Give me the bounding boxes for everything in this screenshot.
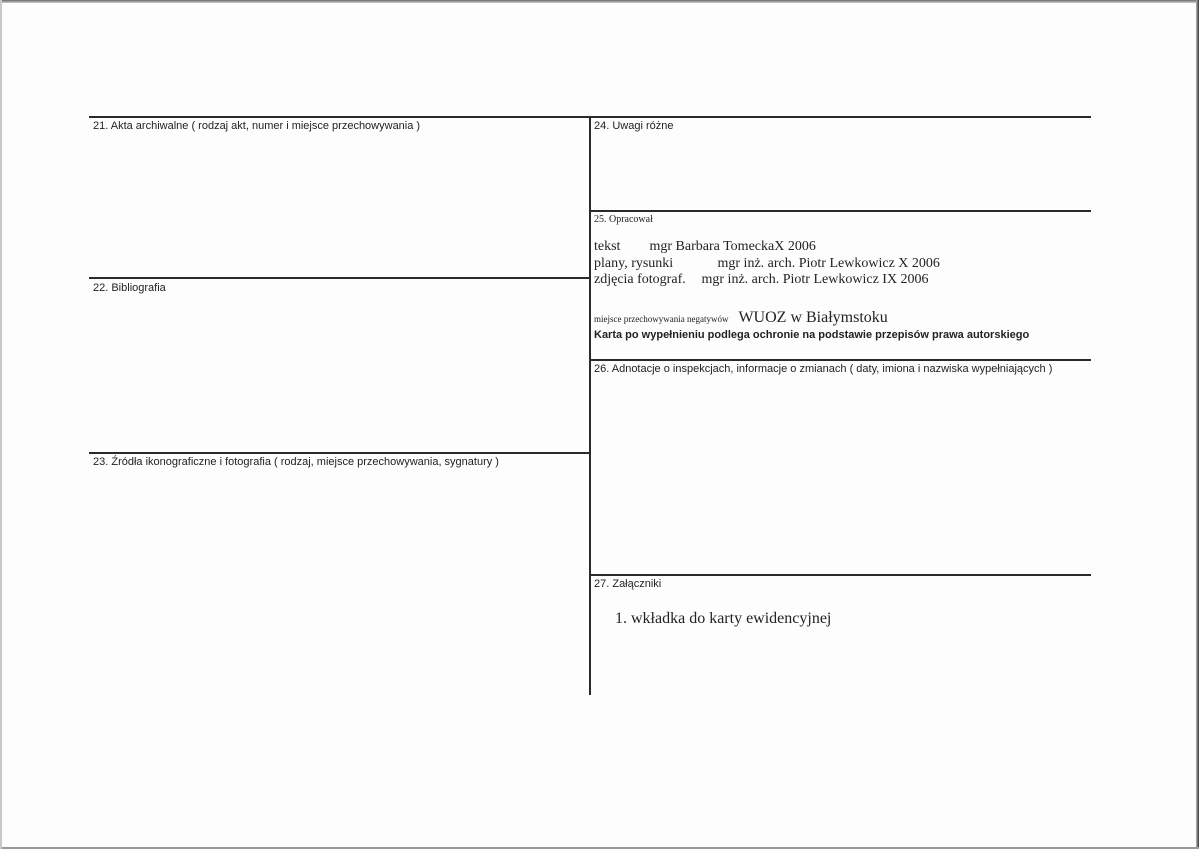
scan-edge-top (0, 0, 1199, 3)
credit-row-plans (594, 256, 940, 272)
line-section-21-top (89, 116, 591, 118)
copyright-note: Karta po wypełnieniu podlega ochronie na podstawie przepisów prawa autorskiego (594, 329, 1030, 341)
section-22-label: 22. Bibliografia (93, 282, 166, 294)
section-23-label: 23. Źródła ikonograficzne i fotografia ( rodzaj, miejsce przechowywania, sygnatury ) (93, 456, 499, 468)
credit-role: plany, rysunki (594, 256, 674, 271)
credit-role: tekst (594, 239, 621, 254)
line-section-26-top (589, 359, 1091, 361)
column-divider (589, 116, 591, 695)
section-25-label: 25. Opracował (594, 214, 653, 225)
negatives-storage-label: miejsce przechowywania negatywów (594, 314, 729, 324)
attachment-item: 1. wkładka do karty ewidencyjnej (615, 610, 832, 627)
line-section-23-top (89, 452, 591, 454)
line-section-27-top (589, 574, 1091, 576)
line-section-24-top (589, 116, 1091, 118)
credit-row-photos (594, 272, 929, 288)
credit-role: zdjęcia fotograf. (594, 272, 686, 287)
scan-edge-left (0, 0, 2, 849)
section-24-label: 24. Uwagi różne (594, 120, 674, 132)
negatives-storage (594, 309, 888, 327)
line-section-22-top (89, 277, 591, 279)
credit-row-text (594, 239, 816, 255)
credit-name: mgr inż. arch. Piotr Lewkowicz X 2006 (717, 256, 940, 271)
section-27-label: 27. Załączniki (594, 578, 662, 590)
section-26-label: 26. Adnotacje o inspekcjach, informacje o zmianach ( daty, imiona i nazwiska wypełniających ) (594, 363, 1053, 375)
negatives-storage-value: WUOZ w Białymstoku (738, 309, 888, 326)
credit-name: mgr Barbara TomeckaX 2006 (649, 239, 816, 254)
credit-name: mgr inż. arch. Piotr Lewkowicz IX 2006 (701, 272, 929, 287)
line-section-25-top (589, 210, 1091, 212)
section-21-label: 21. Akta archiwalne ( rodzaj akt, numer i miejsce przechowywania ) (93, 120, 421, 132)
